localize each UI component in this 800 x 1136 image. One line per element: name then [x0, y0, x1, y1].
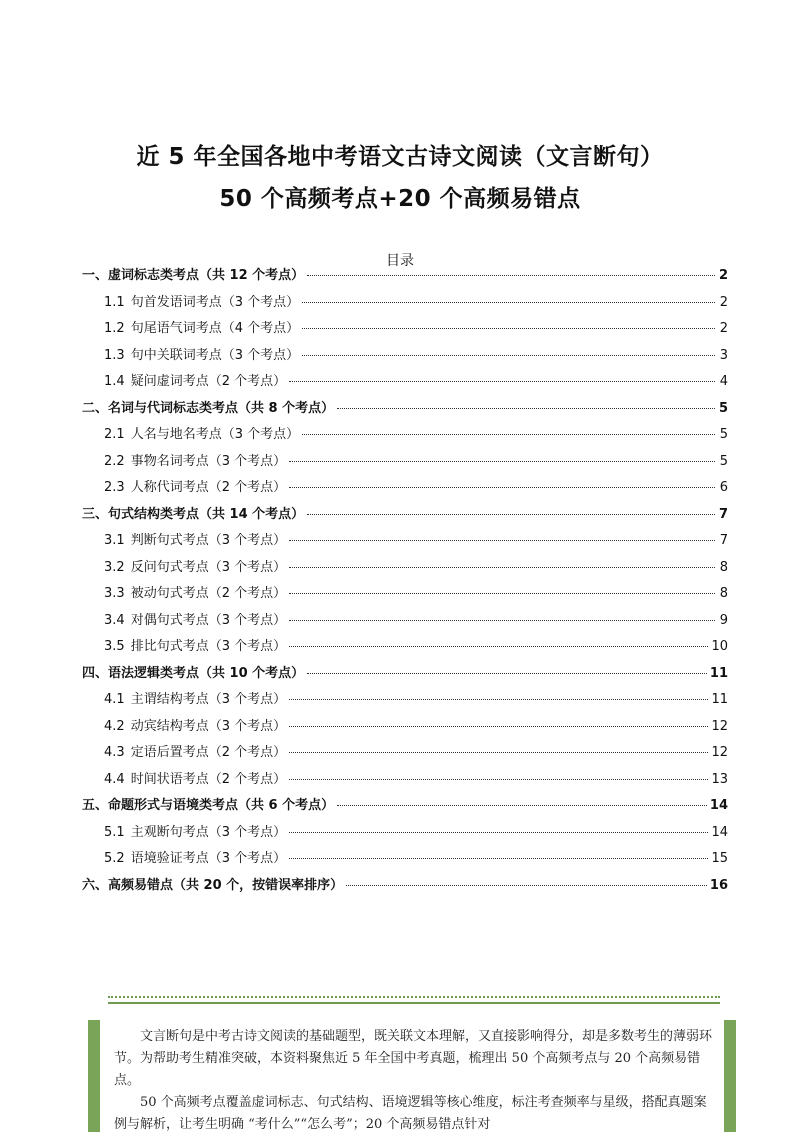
toc-entry-number: 4.1 [104, 692, 125, 707]
toc-page-number: 5 [718, 400, 728, 416]
toc-entry-label: 四、语法逻辑类考点（共 10 个考点） [82, 665, 305, 681]
toc-dot-leader [337, 408, 715, 409]
toc-dot-leader [289, 726, 708, 727]
toc-subsection-entry[interactable] [104, 715, 728, 739]
toc-page-number: 12 [711, 745, 728, 760]
toc-page-number: 11 [711, 692, 728, 707]
toc-section-entry[interactable] [82, 397, 728, 421]
toc-entry-label: 疑问虚词考点（2 个考点） [130, 374, 287, 389]
toc-subsection-entry[interactable] [104, 821, 728, 845]
toc-page-number: 12 [711, 718, 728, 734]
toc-page-number: 10 [711, 639, 728, 654]
intro-box-right-bar [724, 1020, 736, 1132]
intro-paragraph-1: 文言断句是中考古诗文阅读的基础题型，既关联文本理解，又直接影响得分，却是多数考生的薄弱环节。为帮助考生精准突破，本资料聚焦近 5 年全国中考真题，梳理出 50 个高频考点与 20 个高频易错点。 [114, 1029, 713, 1088]
toc-entry-label: 三、句式结构类考点（共 14 个考点） [82, 506, 305, 522]
toc-page-number: 14 [709, 798, 728, 813]
toc-dot-leader [302, 302, 715, 303]
toc-subsection-entry[interactable] [104, 476, 728, 500]
toc-entry-label: 反问句式考点（3 个考点） [130, 559, 287, 575]
toc-subsection-entry[interactable] [104, 529, 728, 553]
toc-page-number: 6 [719, 480, 728, 495]
toc-dot-leader [289, 567, 715, 568]
toc-dot-leader [289, 487, 715, 488]
toc-entry-label: 定语后置考点（2 个考点） [130, 745, 287, 760]
toc-entry-number: 4.4 [104, 771, 125, 787]
toc-entry-label: 五、命题形式与语境类考点（共 6 个考点） [82, 798, 335, 813]
toc-subsection-entry[interactable] [104, 556, 728, 580]
toc-dot-leader [346, 885, 707, 886]
toc-dot-leader [307, 673, 707, 674]
toc-section-entry[interactable] [82, 662, 728, 686]
toc-entry-label: 人名与地名考点（3 个考点） [130, 427, 300, 442]
page-title-line-1: 近 5 年全国各地中考语文古诗文阅读（文言断句） [136, 144, 664, 170]
toc-page-number: 13 [711, 771, 728, 787]
toc-subsection-entry[interactable] [104, 635, 728, 659]
toc-entry-label: 句中关联词考点（3 个考点） [130, 347, 300, 363]
toc-entry-number: 1.3 [104, 347, 125, 363]
toc-dot-leader [302, 355, 715, 356]
toc-entry-number: 2.3 [104, 480, 125, 495]
toc-subsection-entry[interactable] [104, 291, 728, 315]
toc-entry-number: 4.2 [104, 718, 125, 734]
toc-section-entry[interactable] [82, 503, 728, 527]
toc-subsection-entry[interactable] [104, 370, 728, 394]
toc-page-number: 3 [719, 347, 728, 363]
toc-dot-leader [302, 328, 715, 329]
toc-entry-number: 3.5 [104, 639, 125, 654]
toc-subsection-entry[interactable] [104, 688, 728, 712]
toc-section-entry[interactable] [82, 874, 728, 898]
toc-page-number: 11 [709, 665, 728, 681]
intro-box-rule [108, 1002, 720, 1004]
toc-page-number: 7 [719, 533, 728, 548]
toc-dot-leader [302, 434, 715, 435]
toc-page-number: 5 [719, 453, 728, 469]
toc-entry-number: 3.1 [104, 533, 125, 548]
toc-page-number: 2 [718, 268, 728, 283]
toc-entry-number: 1.4 [104, 374, 125, 389]
toc-entry-label: 对偶句式考点（3 个考点） [130, 612, 287, 628]
toc-entry-label: 六、高频易错点（共 20 个，按错误率排序） [82, 877, 344, 893]
toc-subsection-entry[interactable] [104, 582, 728, 606]
toc-entry-label: 句尾语气词考点（4 个考点） [130, 321, 300, 336]
toc-subsection-entry[interactable] [104, 344, 728, 368]
toc-page-number: 16 [709, 877, 728, 893]
toc-entry-number: 5.1 [104, 824, 125, 840]
toc-entry-number: 3.2 [104, 559, 125, 575]
toc-subsection-entry[interactable] [104, 847, 728, 871]
toc-page-number: 8 [719, 559, 728, 575]
toc-subsection-entry[interactable] [104, 317, 728, 341]
toc-entry-number: 1.1 [104, 294, 125, 310]
toc-entry-number: 1.2 [104, 321, 125, 336]
toc-page-number: 14 [711, 824, 728, 840]
toc-page-number: 9 [719, 612, 728, 628]
toc-entry-number: 5.2 [104, 851, 125, 866]
toc-dot-leader [289, 646, 708, 647]
toc-entry-label: 主谓结构考点（3 个考点） [130, 692, 287, 707]
toc-dot-leader [289, 461, 715, 462]
toc-subsection-entry[interactable] [104, 423, 728, 447]
toc-dot-leader [289, 779, 708, 780]
toc-dot-leader [289, 832, 708, 833]
toc-entry-number: 4.3 [104, 745, 125, 760]
toc-entry-label: 句首发语词考点（3 个考点） [130, 294, 300, 310]
toc-entry-label: 语境验证考点（3 个考点） [130, 851, 287, 866]
toc-subsection-entry[interactable] [104, 450, 728, 474]
toc-dot-leader [307, 514, 715, 515]
toc-dot-leader [307, 275, 715, 276]
toc-dot-leader [289, 540, 715, 541]
toc-entry-label: 二、名词与代词标志类考点（共 8 个考点） [82, 400, 335, 416]
toc-page-number: 7 [718, 506, 728, 522]
intro-box-left-bar [88, 1020, 100, 1132]
toc-page-number: 4 [719, 374, 728, 389]
toc-entry-label: 排比句式考点（3 个考点） [130, 639, 287, 654]
toc-entry-label: 事物名词考点（3 个考点） [130, 453, 287, 469]
page-title-line-2: 50 个高频考点+20 个高频易错点 [219, 186, 581, 212]
toc-dot-leader [289, 593, 715, 594]
toc-page-number: 5 [719, 427, 728, 442]
toc-section-entry[interactable] [82, 264, 728, 288]
toc-subsection-entry[interactable] [104, 768, 728, 792]
intro-box-dotted-rule [108, 996, 720, 998]
toc-entry-label: 判断句式考点（3 个考点） [130, 533, 287, 548]
toc-entry-number: 2.1 [104, 427, 125, 442]
toc-dot-leader [289, 858, 708, 859]
toc-entry-number: 3.4 [104, 612, 125, 628]
toc-entry-label: 时间状语考点（2 个考点） [130, 771, 287, 787]
toc-dot-leader [289, 699, 708, 700]
toc-dot-leader [289, 752, 708, 753]
toc-subsection-entry[interactable] [104, 609, 728, 633]
toc-entry-number: 3.3 [104, 586, 125, 601]
toc-entry-label: 人称代词考点（2 个考点） [130, 480, 287, 495]
toc-subsection-entry[interactable] [104, 741, 728, 765]
toc-entry-label: 主观断句考点（3 个考点） [130, 824, 287, 840]
toc-dot-leader [289, 381, 715, 382]
toc-heading: 目录 [386, 253, 414, 269]
toc-entry-label: 动宾结构考点（3 个考点） [130, 718, 287, 734]
toc-dot-leader [337, 805, 707, 806]
intro-paragraph-2: 50 个高频考点覆盖虚词标志、句式结构、语境逻辑等核心维度，标注考查频率与星级，搭配真题案例与解析，让考生明确 “考什么”“怎么考”；20 个高频易错点针对 [114, 1095, 707, 1132]
toc-dot-leader [289, 620, 715, 621]
toc-section-entry[interactable] [82, 794, 728, 818]
toc-page-number: 8 [719, 586, 728, 601]
intro-text [114, 1026, 714, 1136]
toc-entry-label: 一、虚词标志类考点（共 12 个考点） [82, 268, 305, 283]
toc-entry-number: 2.2 [104, 453, 125, 469]
toc-entry-label: 被动句式考点（2 个考点） [130, 586, 287, 601]
toc-page-number: 2 [719, 321, 728, 336]
toc-page-number: 15 [711, 851, 728, 866]
toc-page-number: 2 [719, 294, 728, 310]
